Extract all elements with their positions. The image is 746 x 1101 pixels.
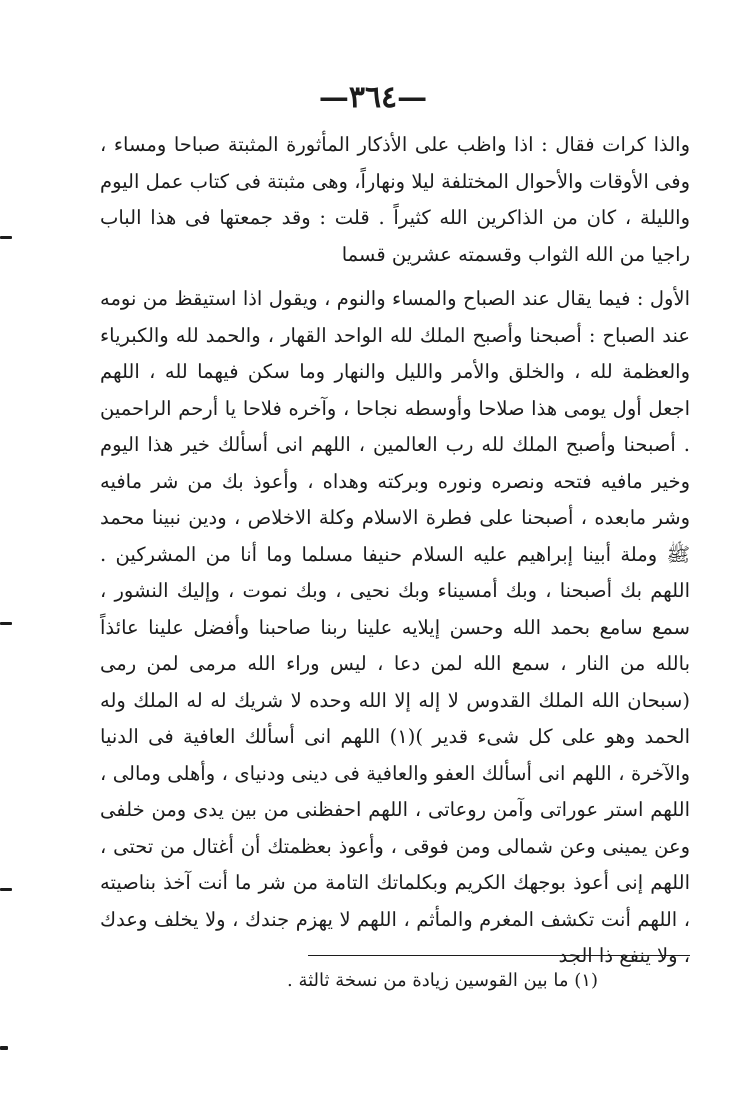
footnote-divider xyxy=(308,955,690,956)
main-text-block xyxy=(100,127,690,975)
page-number: —٣٦٤— xyxy=(318,80,428,115)
paragraph: الأول : فيما يقال عند الصباح والمساء والنوم ، ويقول اذا استيقظ من نومه عند الصباح : أصبحنا وأصبح الملك لله الواحد القهار ، والحمد لله والكبرياء والعظمة لله ، والخلق والأمر والليل والنهار وما سكن فيهما لله ، اللهم اجعل أول يومى هذا صلاحا وأوسطه نجاحا ، وآخره فلاحا يا أرحم الراحمين . أصبحنا وأصبح الملك لله رب العالمين ، اللهم انى أسألك خير هذا اليوم وخير مافيه فتحه ونصره ونوره وبركته وهداه ، وأعوذ بك من شر مافيه وشر مابعده ، أصبحنا على فطرة الاسلام وكلة الاخلاص ، ودين نبينا محمد ﷺ وملة أبينا إبراهيم عليه السلام حنيفا مسلما وما أنا من المشركين . اللهم بك أصبحنا ، وبك أمسيناء وبك نحيى ، وبك نموت ، وإليك النشور ، سمع سامع بحمد الله وحسن إيلايه علينا ربنا صاحبنا وأفضل علينا عائذاً بالله من النار ، سمع الله لمن دعا ، ليس وراء الله مرمى لمن رمى (سبحان الله الملك القدوس لا إله إلا الله وحده لا شريك له له الملك وله الحمد وهو على كل شىء قدير )(١) اللهم انى أسألك العافية فى الدنيا والآخرة ، اللهم انى أسألك العفو والعافية فى دينى ودنياى ، وأهلى ومالى ، اللهم استر عوراتى وآمن روعاتى ، اللهم احفظنى من بين يدى ومن خلفى وعن يمينى وعن شمالى ومن فوقى ، وأعوذ بعظمتك أن أغتال من تحتى ، اللهم إنى أعوذ بوجهك الكريم وبكلماتك التامة من شر ما أنت آخذ بناصيته ، اللهم أنت تكشف المغرم والمأثم ، اللهم لا يهزم جندك ، ولا يخلف وعدك ، ولا ينفع ذا الجد xyxy=(100,287,690,967)
margin-mark xyxy=(0,236,12,239)
margin-mark xyxy=(0,1046,8,1050)
paragraph: والذا كرات فقال : اذا واظب على الأذكار المأثورة المثبتة صباحا ومساء ، وفى الأوقات والأحوال المختلفة ليلا ونهاراً، وهى مثبتة فى كتاب عمل اليوم والليلة ، كان من الذاكرين الله كثيراً . قلت : وقد جمعتها فى هذا الباب راجيا من الله الثواب وقسمته عشرين قسما xyxy=(100,133,690,266)
footnote: (١) ما بين القوسين زيادة من نسخة ثالثة . xyxy=(287,970,598,991)
margin-mark xyxy=(0,622,12,625)
margin-mark xyxy=(0,888,12,891)
